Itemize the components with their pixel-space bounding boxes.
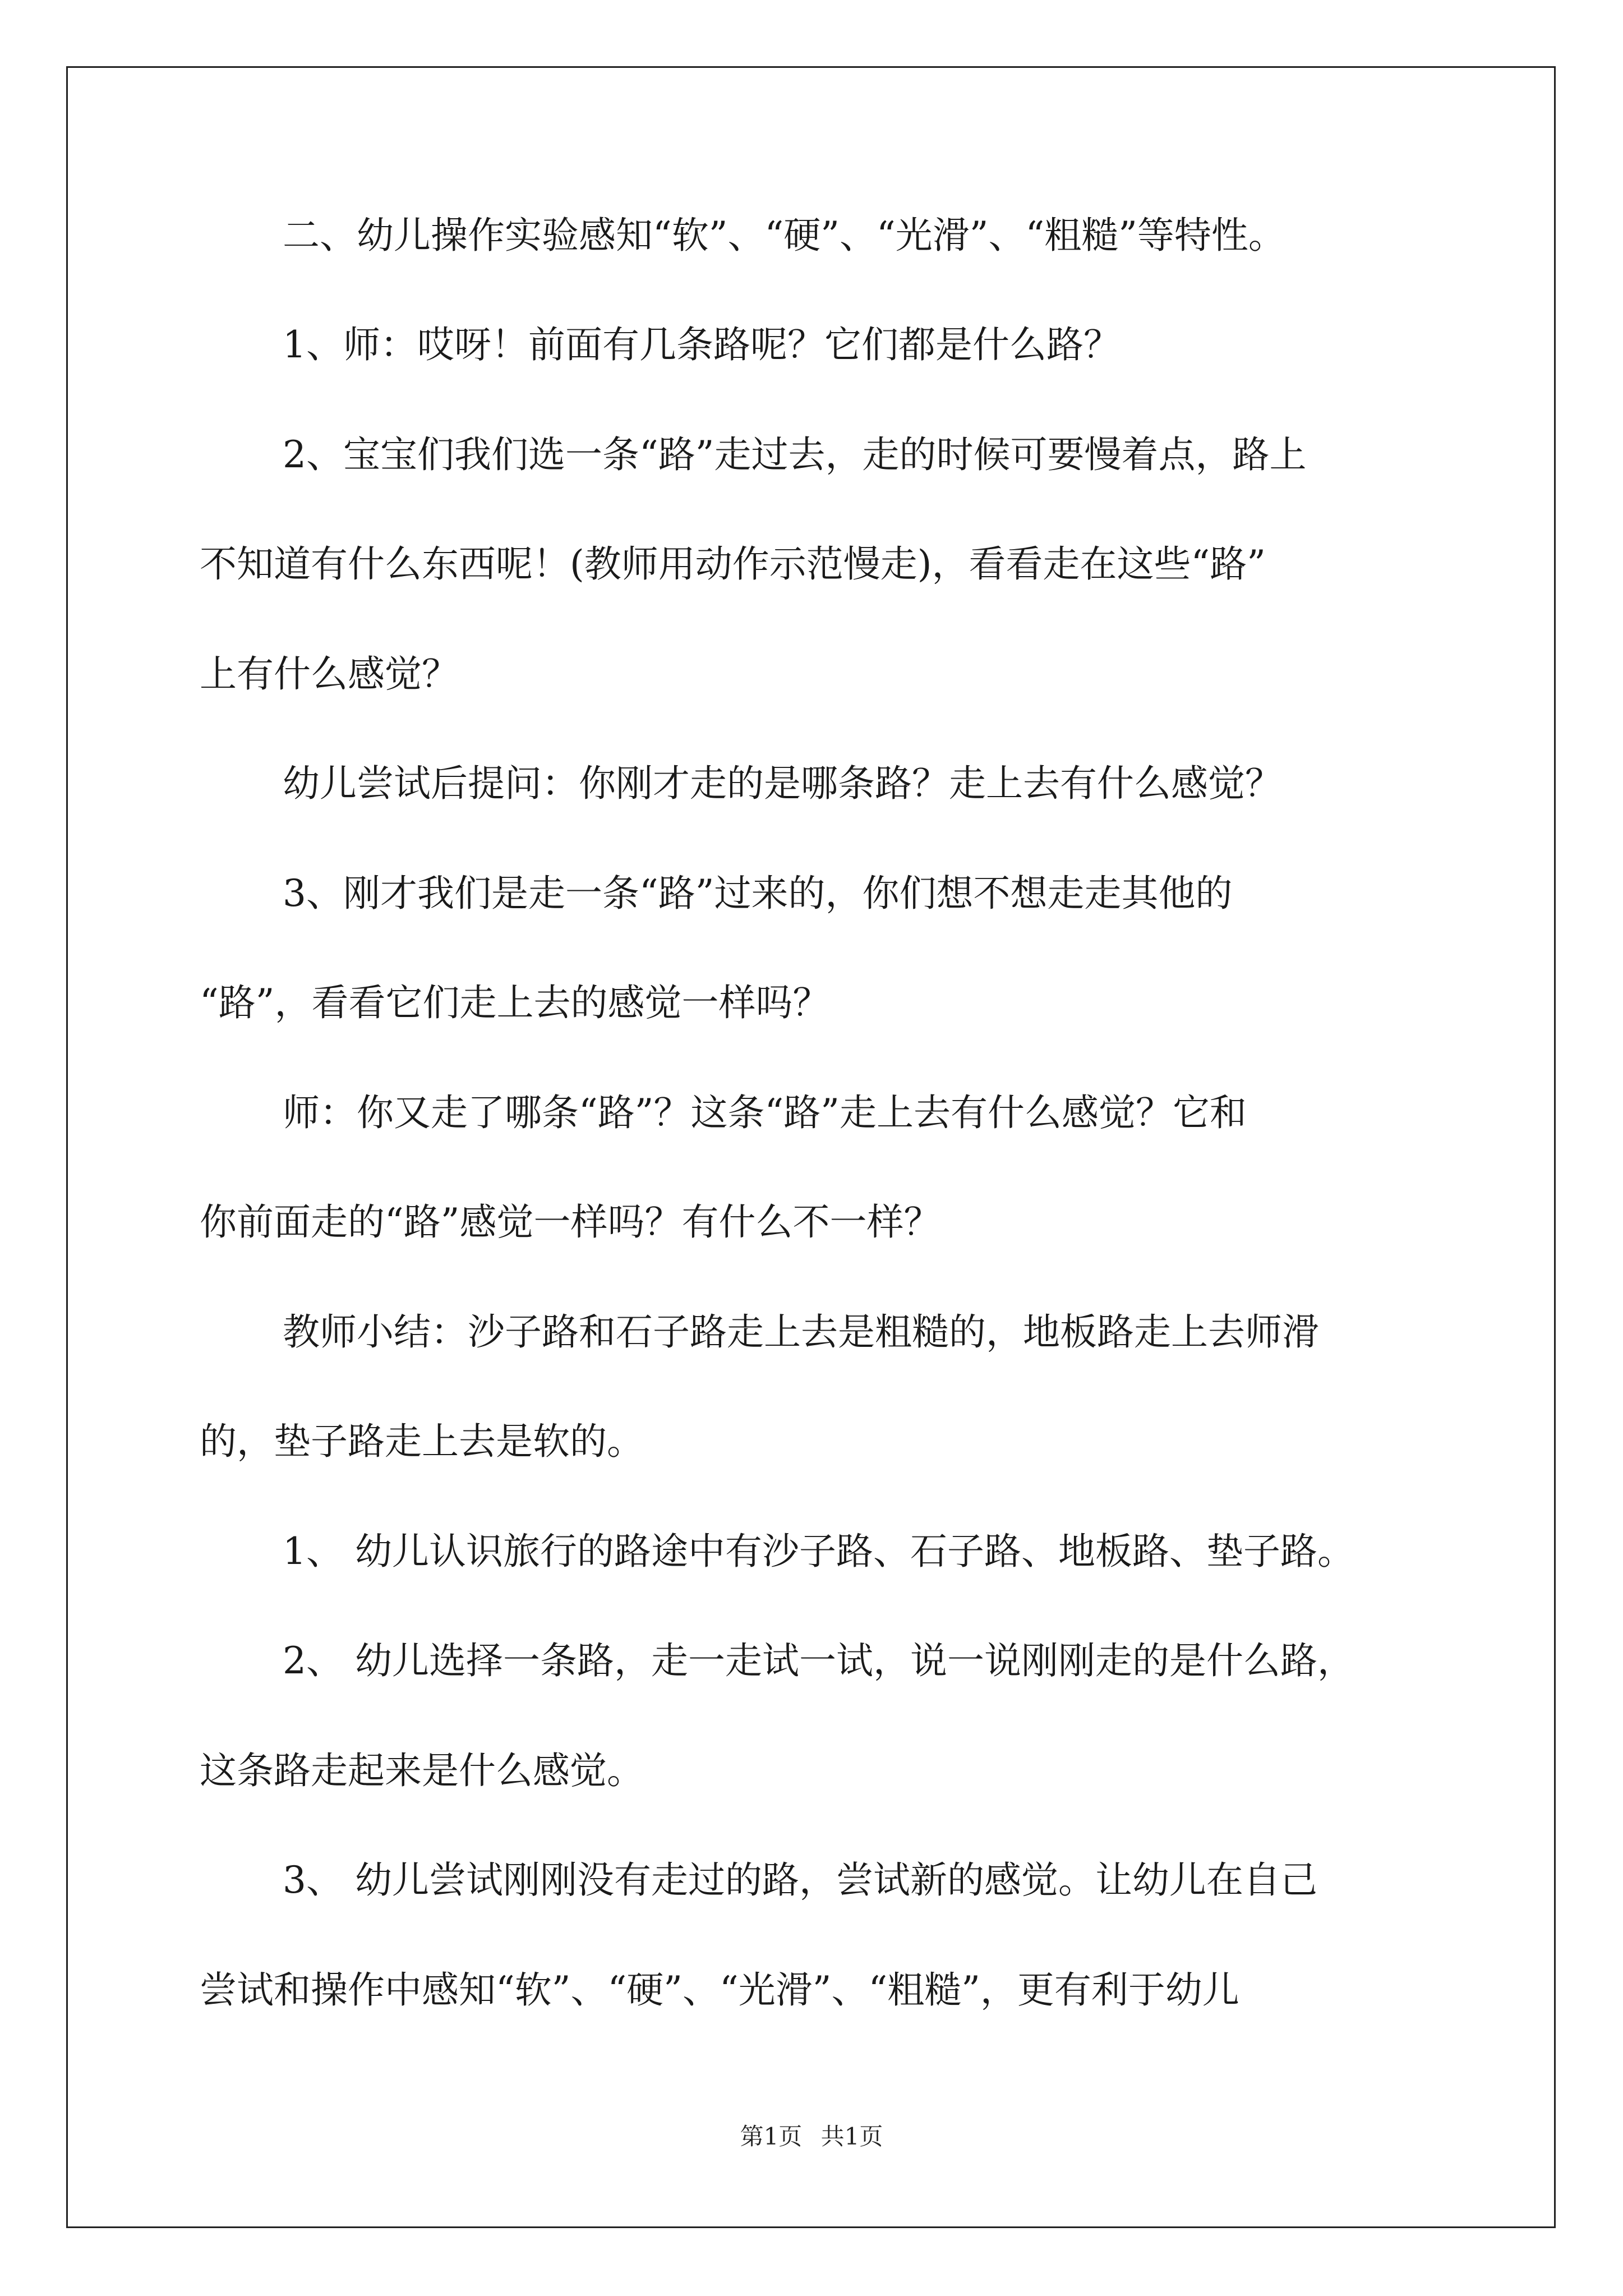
page-number: 第1页 [740,2123,803,2150]
page-total: 共1页 [820,2123,883,2150]
paragraph-line: 这条路走起来是什么感觉。 [200,1749,644,1792]
paragraph-line: 不知道有什么东西呢！(教师用动作示范慢走)，看看走在这些“路” [200,542,1266,586]
paragraph-line: 2、宝宝们我们选一条“路”走过去，走的时候可要慢着点，路上 [283,433,1307,476]
paragraph-line: 1、 幼儿认识旅行的路途中有沙子路、石子路、地板路、垫子路。 [283,1530,1354,1573]
paragraph-line: 尝试和操作中感知“软”、“硬”、“光滑”、“粗糙”，更有利于幼儿 [200,1968,1239,2012]
paragraph-line: 教师小结：沙子路和石子路走上去是粗糙的，地板路走上去师滑 [283,1310,1319,1354]
page-border [66,66,1556,2228]
paragraph-line: “路”，看看它们走上去的感觉一样吗？ [200,981,830,1024]
paragraph-line: 1、师：哎呀！前面有几条路呢？它们都是什么路？ [283,323,1121,366]
paragraph-line: 你前面走的“路”感觉一样吗？有什么不一样？ [200,1200,941,1244]
paragraph-line: 3、 幼儿尝试刚刚没有走过的路，尝试新的感觉。让幼儿在自己 [283,1858,1317,1902]
paragraph-line: 的，垫子路走上去是软的。 [200,1420,644,1463]
paragraph-line: 师：你又走了哪条“路”？这条“路”走上去有什么感觉？它和 [283,1091,1247,1134]
paragraph-line: 二、幼儿操作实验感知“软”、“硬”、“光滑”、“粗糙”等特性。 [283,214,1285,257]
paragraph-line: 3、刚才我们是走一条“路”过来的，你们想不想走走其他的 [283,872,1233,915]
paragraph-line: 幼儿尝试后提问：你刚才走的是哪条路？走上去有什么感觉？ [283,762,1282,805]
paragraph-line: 2、 幼儿选择一条路，走一走试一试，说一说刚刚走的是什么路， [283,1639,1354,1682]
page-footer [0,2123,1623,2150]
paragraph-line: 上有什么感觉？ [200,652,459,696]
